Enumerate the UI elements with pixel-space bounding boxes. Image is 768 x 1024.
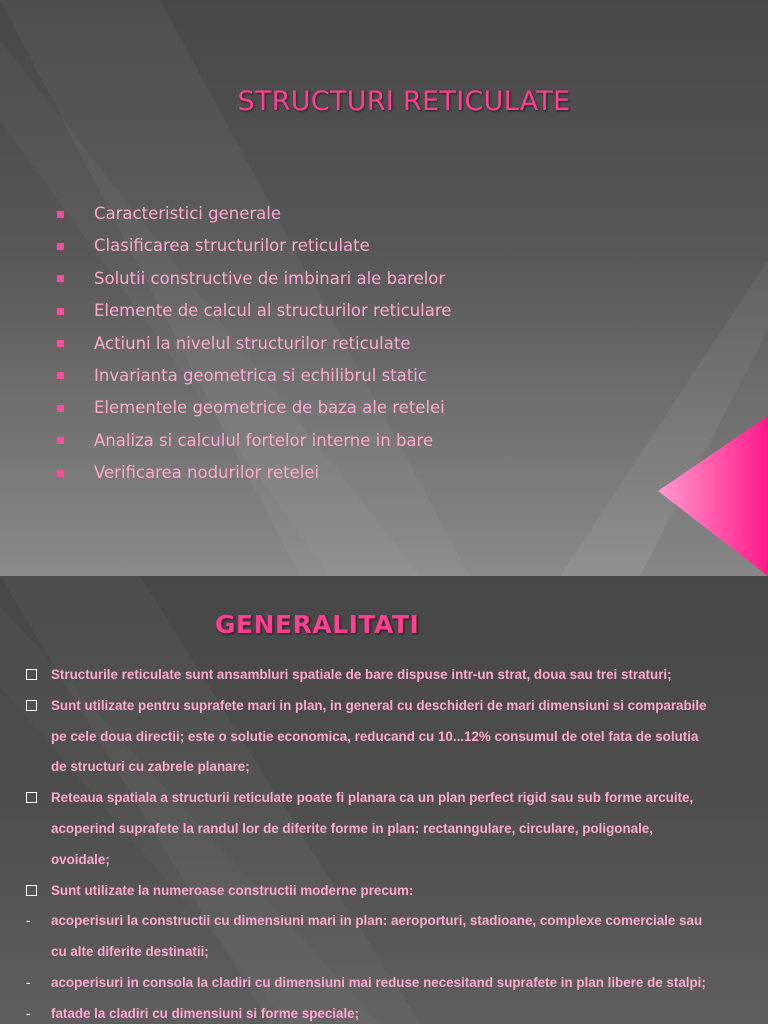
slide-2 xyxy=(0,576,768,1024)
list-item: ■ Analiza si calculul fortelor interne in bare xyxy=(50,426,451,458)
bullet-icon: ■ xyxy=(56,306,65,317)
text-line: - acoperisuri in consola la cladiri cu dimensiuni mai reduse necesitand suprafete in plan libere de stalpi; xyxy=(26,968,756,999)
list-item: ■ Clasificarea structurilor reticulate xyxy=(50,231,451,263)
list-item: ■ Elementele geometrice de baza ale retelei xyxy=(50,393,451,425)
bullet-icon: ■ xyxy=(56,339,65,350)
checkbox-bullet-icon xyxy=(26,691,37,722)
bullet-icon: ■ xyxy=(56,241,65,252)
bullet-icon: ■ xyxy=(56,274,65,285)
text-line: acoperind suprafete la randul lor de diferite forme in plan: rectanngulare, circulare, poligonale, xyxy=(51,820,653,836)
text-line: Sunt utilizate la numeroase constructii moderne precum: xyxy=(26,876,756,907)
text-line: ovoidale; xyxy=(51,851,110,867)
slide-2-title: GENERALITATI xyxy=(215,610,420,639)
checkbox-bullet-icon xyxy=(26,783,37,814)
checkbox-bullet-icon xyxy=(26,876,37,907)
list-item: ■ Elemente de calcul al structurilor reticulare xyxy=(50,296,451,328)
text-line: pe cele doua directii; este o solutie economica, reducand cu 10...12% consumul de otel fata de solutia xyxy=(51,728,699,744)
dash-bullet-icon: - xyxy=(26,913,31,929)
text-line: - fatade la cladiri cu dimensiuni si forme speciale; xyxy=(26,999,756,1024)
bullet-icon: ■ xyxy=(56,403,65,414)
checkbox-bullet-icon xyxy=(26,660,37,691)
text-line: cu alte diferite destinatii; xyxy=(51,944,209,960)
text-line: de structuri cu zabrele planare; xyxy=(51,759,250,775)
generalitati-text xyxy=(26,660,756,1024)
list-item: ■ Solutii constructive de imbinari ale barelor xyxy=(50,264,451,296)
bullet-icon: ■ xyxy=(56,468,65,479)
slide-1-title: STRUCTURI RETICULATE xyxy=(237,86,571,117)
dash-bullet-icon: - xyxy=(26,974,31,990)
text-line: - acoperisuri la constructii cu dimensiuni mari in plan: aeroporturi, stadioane, complexe comerciale sau xyxy=(26,906,756,937)
list-item: ■ Caracteristici generale xyxy=(50,199,451,231)
text-line: Sunt utilizate pentru suprafete mari in plan, in general cu deschideri de mari dimensiuni si comparabile xyxy=(26,691,756,722)
list-item: ■ Verificarea nodurilor retelei xyxy=(50,458,451,490)
text-line: Reteaua spatiala a structurii reticulate poate fi planara ca un plan perfect rigid sau sub forme arcuite, xyxy=(26,783,756,814)
dash-bullet-icon: - xyxy=(26,1005,31,1021)
bullet-icon: ■ xyxy=(56,436,65,447)
list-item: ■ Invarianta geometrica si echilibrul static xyxy=(50,361,451,393)
bullet-icon: ■ xyxy=(56,209,65,220)
list-item: ■ Actiuni la nivelul structurilor reticulate xyxy=(50,329,451,361)
topic-list xyxy=(50,199,451,491)
bullet-icon: ■ xyxy=(56,371,65,382)
text-line: Structurile reticulate sunt ansambluri spatiale de bare dispuse intr-un strat, doua sau trei straturi; xyxy=(26,660,756,691)
